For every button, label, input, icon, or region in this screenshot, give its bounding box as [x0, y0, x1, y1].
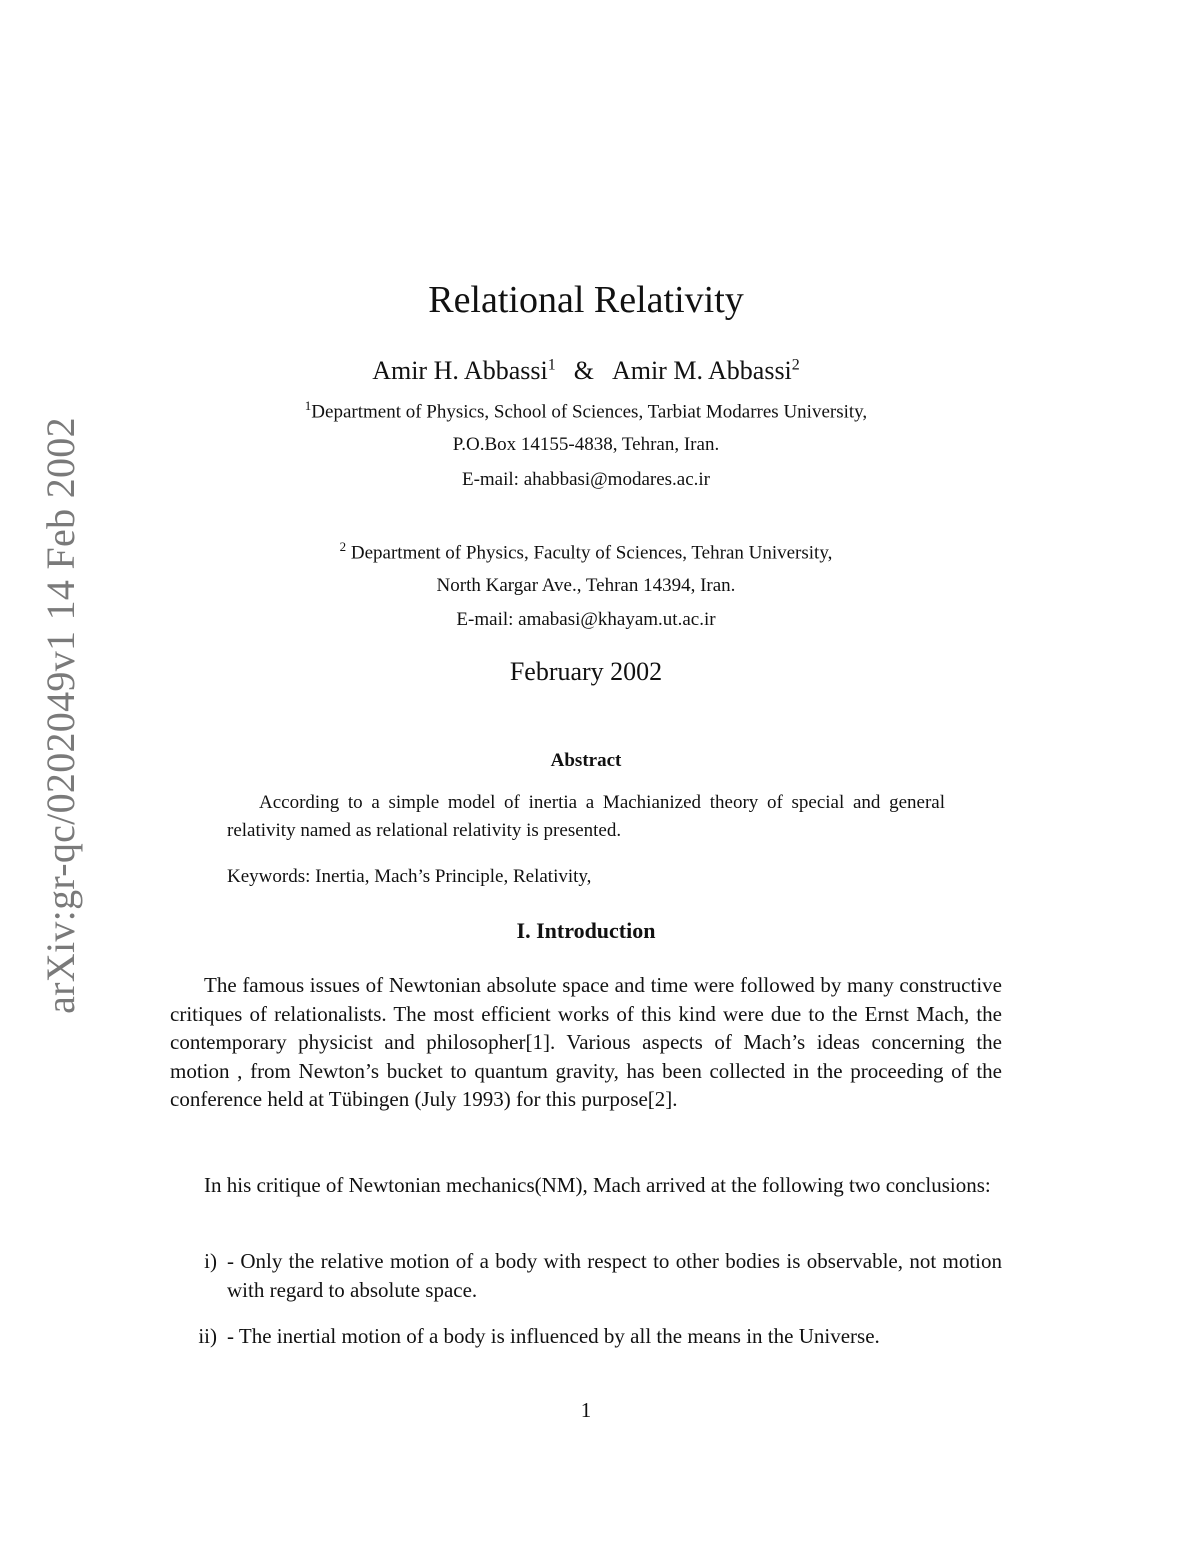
affiliation-1-email: E-mail: ahabbasi@modares.ac.ir — [461, 469, 711, 490]
list-marker: ii) — [198, 1324, 217, 1348]
list-marker: i) — [204, 1249, 217, 1273]
author-separator: & — [573, 356, 594, 385]
affiliation-1-mark: 1 — [304, 398, 312, 413]
author-1: Amir H. Abbassi — [372, 356, 548, 385]
arxiv-stamp-text: arXiv:gr-qc/0202049v1 14 Feb 2002 — [37, 416, 83, 1014]
author-2: Amir M. Abbassi — [611, 356, 792, 385]
paper-title: Relational Relativity — [428, 279, 744, 321]
affiliation-1-line-1: $^1$Department of Physics, School of Sciences, Tarbiat Modarres University, — [304, 398, 868, 423]
section-heading: I. Introduction — [516, 918, 656, 943]
page-number: 1 — [580, 1398, 592, 1422]
author-1-affiliation-mark: 1 — [547, 356, 556, 374]
author-line — [0, 356, 1172, 386]
affiliation-2-line-2: North Kargar Ave., Tehran 14394, Iran. — [436, 575, 736, 596]
list-item-text: - Only the relative motion of a body with respect to other bodies is observable, not motion with regard to absolute space. — [227, 1249, 1002, 1302]
list-item-text: - The inertial motion of a body is influenced by all the means in the Universe. — [227, 1324, 880, 1348]
affiliation-1-line-2: P.O.Box 14155-4838, Tehran, Iran. — [452, 434, 720, 455]
keywords: Keywords: Inertia, Mach’s Principle, Relativity, — [227, 866, 592, 887]
list-item — [170, 1322, 1002, 1351]
author-2-affiliation-mark: 2 — [791, 356, 800, 374]
abstract-heading: Abstract — [550, 750, 622, 771]
affiliation-2-mark: 2 — [339, 539, 347, 554]
intro-paragraph-1: The famous issues of Newtonian absolute space and time were followed by many constructive critiques of relationalists. The most efficient works of this kind were due to the Ernst Mach, the contemporary physicist and philosopher[1]. Various aspects of Mach’s ideas concerning the motion , from Newton’s bucket to quantum gravity, has been collected in the proceeding of the conference held at Tübingen (July 1993) for this purpose[2]. — [170, 973, 1002, 1111]
abstract-text: According to a simple model of inertia a Machianized theory of special and general relativity named as relational relativity is presented. — [227, 792, 945, 841]
list-item — [170, 1247, 1002, 1304]
intro-paragraph-2: In his critique of Newtonian mechanics(NM), Mach arrived at the following two conclusions: — [204, 1173, 991, 1197]
affiliation-2-line-1: $^2$ Department of Physics, Faculty of Sciences, Tehran University, — [339, 539, 833, 564]
affiliation-2-email: E-mail: amabasi@khayam.ut.ac.ir — [456, 609, 716, 630]
paper-date: February 2002 — [509, 657, 663, 686]
